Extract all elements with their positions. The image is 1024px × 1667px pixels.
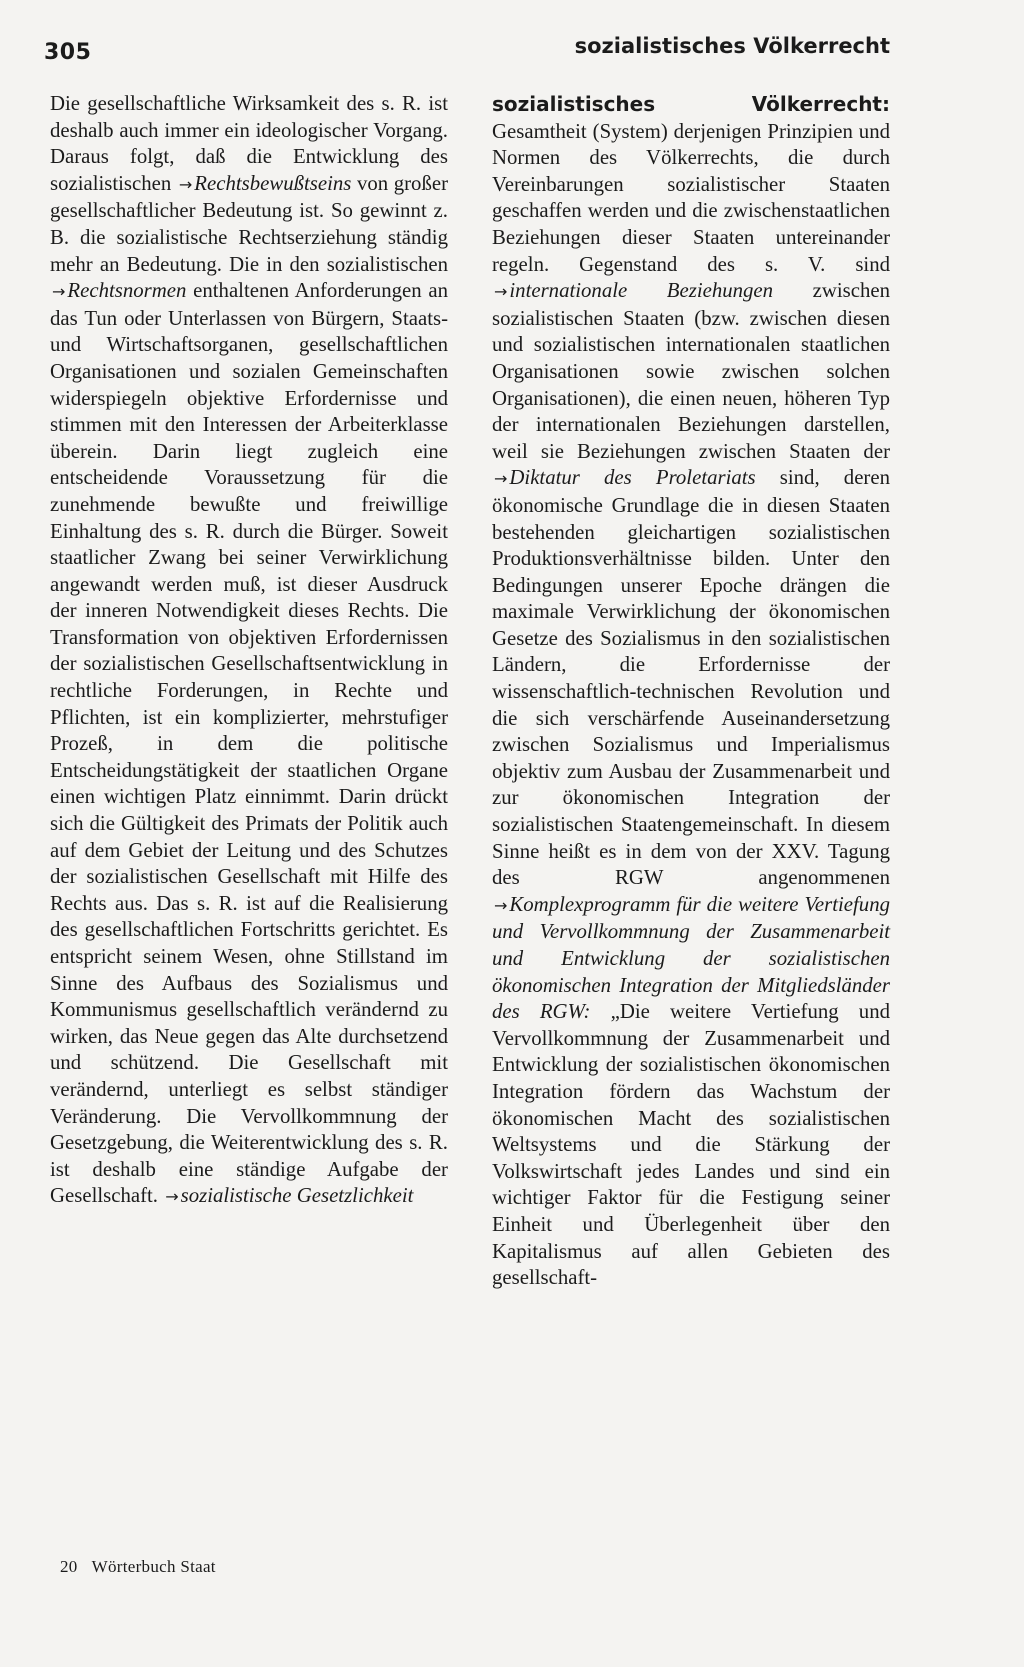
signature-mark: 20 — [60, 1557, 78, 1576]
book-title: Wörterbuch Staat — [91, 1557, 216, 1576]
arrow-right-icon: → — [178, 174, 193, 194]
entry-headword: sozialistisches Völkerrecht: — [492, 92, 890, 116]
cross-reference[interactable]: Rechtsnormen — [67, 279, 187, 303]
cross-reference[interactable]: internationale Beziehungen — [509, 279, 774, 303]
body-text: zwischen sozialistischen Staaten (bzw. zwischen diesen und sozialistischen internationalen staatlichen Organisationen sowie zwischen solchen Organisationen), die einen neuen, höheren Typ der internationalen Beziehungen darstellen, weil sie Beziehungen zwischen Staaten der — [492, 279, 891, 463]
entry-continuation — [50, 91, 448, 1211]
cross-reference[interactable]: sozialistische Gesetzlichkeit — [180, 1184, 414, 1208]
arrow-right-icon: → — [52, 282, 66, 302]
body-text: Die gesellschaftliche Wirksamkeit des s. R. ist deshalb auch immer ein ideologischer Vorgang. Daraus folgt, daß die Entwicklung des sozialistischen — [50, 92, 448, 195]
right-column — [492, 91, 890, 1292]
arrow-right-icon: → — [494, 469, 508, 489]
body-text: sind, deren ökonomische Grundlage die in diesen Staaten bestehenden gleichartigen sozialistischen Produktionsverhältnisse bilden. Unter den Bedingungen unserer Epoche drängen die maximale Verwirklichung der ökonomischen Gesetze des Sozialismus in den sozialistischen Ländern, die Erfordernisse der wissenschaftlich-technischen Revolution und die sich verschärfende Auseinandersetzung zwischen Sozialismus und Imperialismus objektiv zum Ausbau der Zusammenarbeit und zur ökonomischen Integration der sozialistischen Staatengemeinschaft. In diesem Sinne heißt es in dem von der XXV. Tagung des RGW angenommenen — [492, 466, 890, 890]
left-column — [50, 91, 448, 1211]
body-text: Gesamtheit (System) derjenigen Prinzipien und Normen des Völkerrechts, die durch Vereinbarungen sozialistischer Staaten geschaffen werden und die zwischenstaatlichen Beziehungen dieser Staaten untereinander regeln. Gegenstand des s. V. sind — [492, 119, 890, 276]
body-text: „Die weitere Vertiefung und Vervollkommnung der Zusammenarbeit und Entwicklung der sozialistischen ökonomischen Integration fördern das Wachstum der ökonomischen Macht des sozialistischen Weltsystems und die Stärkung der Volkswirtschaft jedes Landes und sind ein wichtiger Faktor für die Festigung seiner Einheit und Überlegenheit über den Kapitalismus auf allen Gebieten des gesellschaft- — [492, 1000, 890, 1290]
cross-reference[interactable]: Komplexprogramm für die weitere Vertiefung und Vervollkommnung der Zusammenarbeit und Entwicklung der sozialistischen ökonomischen Integration der Mitgliedsländer des RGW: — [492, 892, 890, 1024]
cross-reference[interactable]: Diktatur des Proletariats — [509, 466, 756, 490]
arrow-right-icon: → — [494, 282, 508, 302]
page-number: 305 — [44, 40, 92, 65]
entry-sozialistisches-voelkerrecht — [492, 91, 890, 1292]
arrow-right-icon: → — [494, 895, 508, 915]
arrow-right-icon: → — [165, 1187, 179, 1207]
page-footer — [60, 1557, 216, 1577]
running-head: sozialistisches Völkerrecht — [574, 34, 890, 58]
cross-reference[interactable]: Rechtsbewußtseins — [194, 171, 352, 195]
body-text: von großer gesellschaftlicher Bedeutung ist. So gewinnt z. B. die sozialistische Rechtserziehung ständig mehr an Bedeutung. Die in den sozialistischen — [50, 171, 449, 276]
body-text: enthaltenen Anforderungen an das Tun oder Unterlassen von Bürgern, Staats- und Wirtschaftsorganen, gesellschaftlichen Organisationen und sozialen Gemeinschaften widerspiegeln objektive Erfordernisse und stimmen mit den Interessen der Arbeiterklasse überein. Darin liegt zugleich eine entscheidende Voraussetzung für die zunehmende bewußte und freiwillige Einhaltung des s. R. durch die Bürger. Soweit staatlicher Zwang bei seiner Verwirklichung angewandt werden muß, ist dieser Ausdruck der inneren Notwendigkeit dieses Rechts. Die Transformation von objektiven Erfordernissen der sozialistischen Gesellschaftsentwicklung in rechtliche Forderungen, in Rechte und Pflichten, ist ein komplizierter, mehrstufiger Prozeß, in dem die politische Entscheidungstätigkeit der staatlichen Organe einen wichtigen Platz einnimmt. Darin drückt sich die Gültigkeit des Primats der Politik auch auf dem Gebiet der Leitung und des Schutzes der sozialistischen Gesellschaft mit Hilfe des Rechts aus. Das s. R. ist auf die Realisierung des gesellschaftlichen Fortschritts gerichtet. Es entspricht seinem Wesen, ohne Stillstand im Sinne des Aufbaus des Sozialismus und Kommunismus gesellschaftlich verändernd zu wirken, das Neue gegen das Alte durchsetzend und schützend. Die Gesellschaft mit verändernd, unterliegt es selbst ständiger Veränderung. Die Vervollkommnung der Gesetzgebung, die Weiterentwicklung des s. R. ist deshalb eine ständige Aufgabe der Gesellschaft. — [50, 279, 449, 1208]
